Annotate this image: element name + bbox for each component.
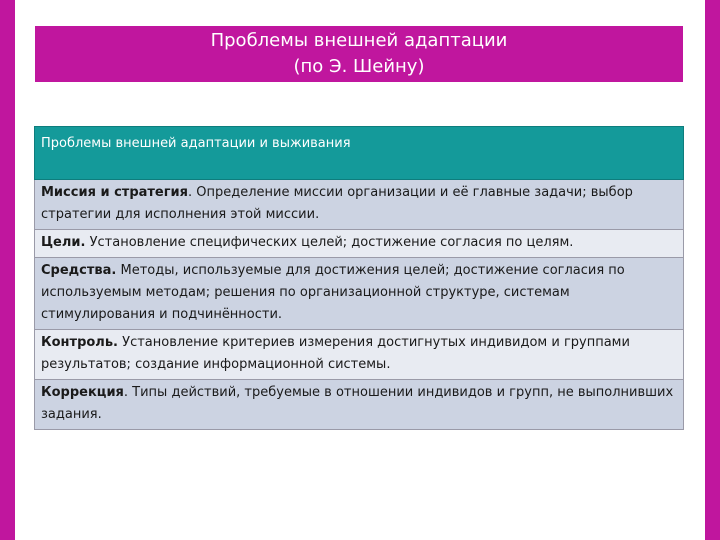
table-row bbox=[35, 180, 684, 230]
table-header-cell: Проблемы внешней адаптации и выживания bbox=[35, 127, 684, 180]
title-bar bbox=[35, 26, 683, 82]
table-row bbox=[35, 230, 684, 258]
row-text: Установление специфических целей; достижение согласия по целям. bbox=[89, 235, 574, 250]
table-cell bbox=[35, 258, 684, 330]
table-row bbox=[35, 330, 684, 380]
row-text: Определение миссии организации и её главные задачи; выбор стратегии для исполнения этой миссии. bbox=[41, 185, 633, 222]
row-text: Методы, используемые для достижения целей; достижение согласия по используемым методам; решения по организационной структуре, системам стимулирования и подчинённости. bbox=[41, 263, 625, 322]
table-cell bbox=[35, 380, 684, 430]
row-term: Цели. bbox=[41, 235, 86, 250]
table-cell bbox=[35, 230, 684, 258]
title-line-2: (по Э. Шейну) bbox=[293, 56, 425, 77]
row-term: Миссия и стратегия bbox=[41, 185, 188, 200]
row-separator: . bbox=[123, 385, 133, 400]
row-text: Типы действий, требуемые в отношении индивидов и групп, не выполнивших задания. bbox=[41, 385, 674, 422]
row-term: Контроль. bbox=[41, 335, 118, 350]
table-cell bbox=[35, 330, 684, 380]
table-header-row bbox=[35, 127, 684, 180]
table-row bbox=[35, 258, 684, 330]
title-line-1: Проблемы внешней адаптации bbox=[210, 30, 508, 51]
row-text: Установление критериев измерения достигнутых индивидом и группами результатов; создание информационной системы. bbox=[41, 335, 630, 372]
row-term: Средства. bbox=[41, 263, 117, 278]
row-separator: . bbox=[188, 185, 197, 200]
table-row bbox=[35, 380, 684, 430]
table-cell bbox=[35, 180, 684, 230]
adaptation-table bbox=[34, 126, 684, 430]
row-term: Коррекция bbox=[41, 385, 124, 400]
slide bbox=[15, 0, 705, 540]
